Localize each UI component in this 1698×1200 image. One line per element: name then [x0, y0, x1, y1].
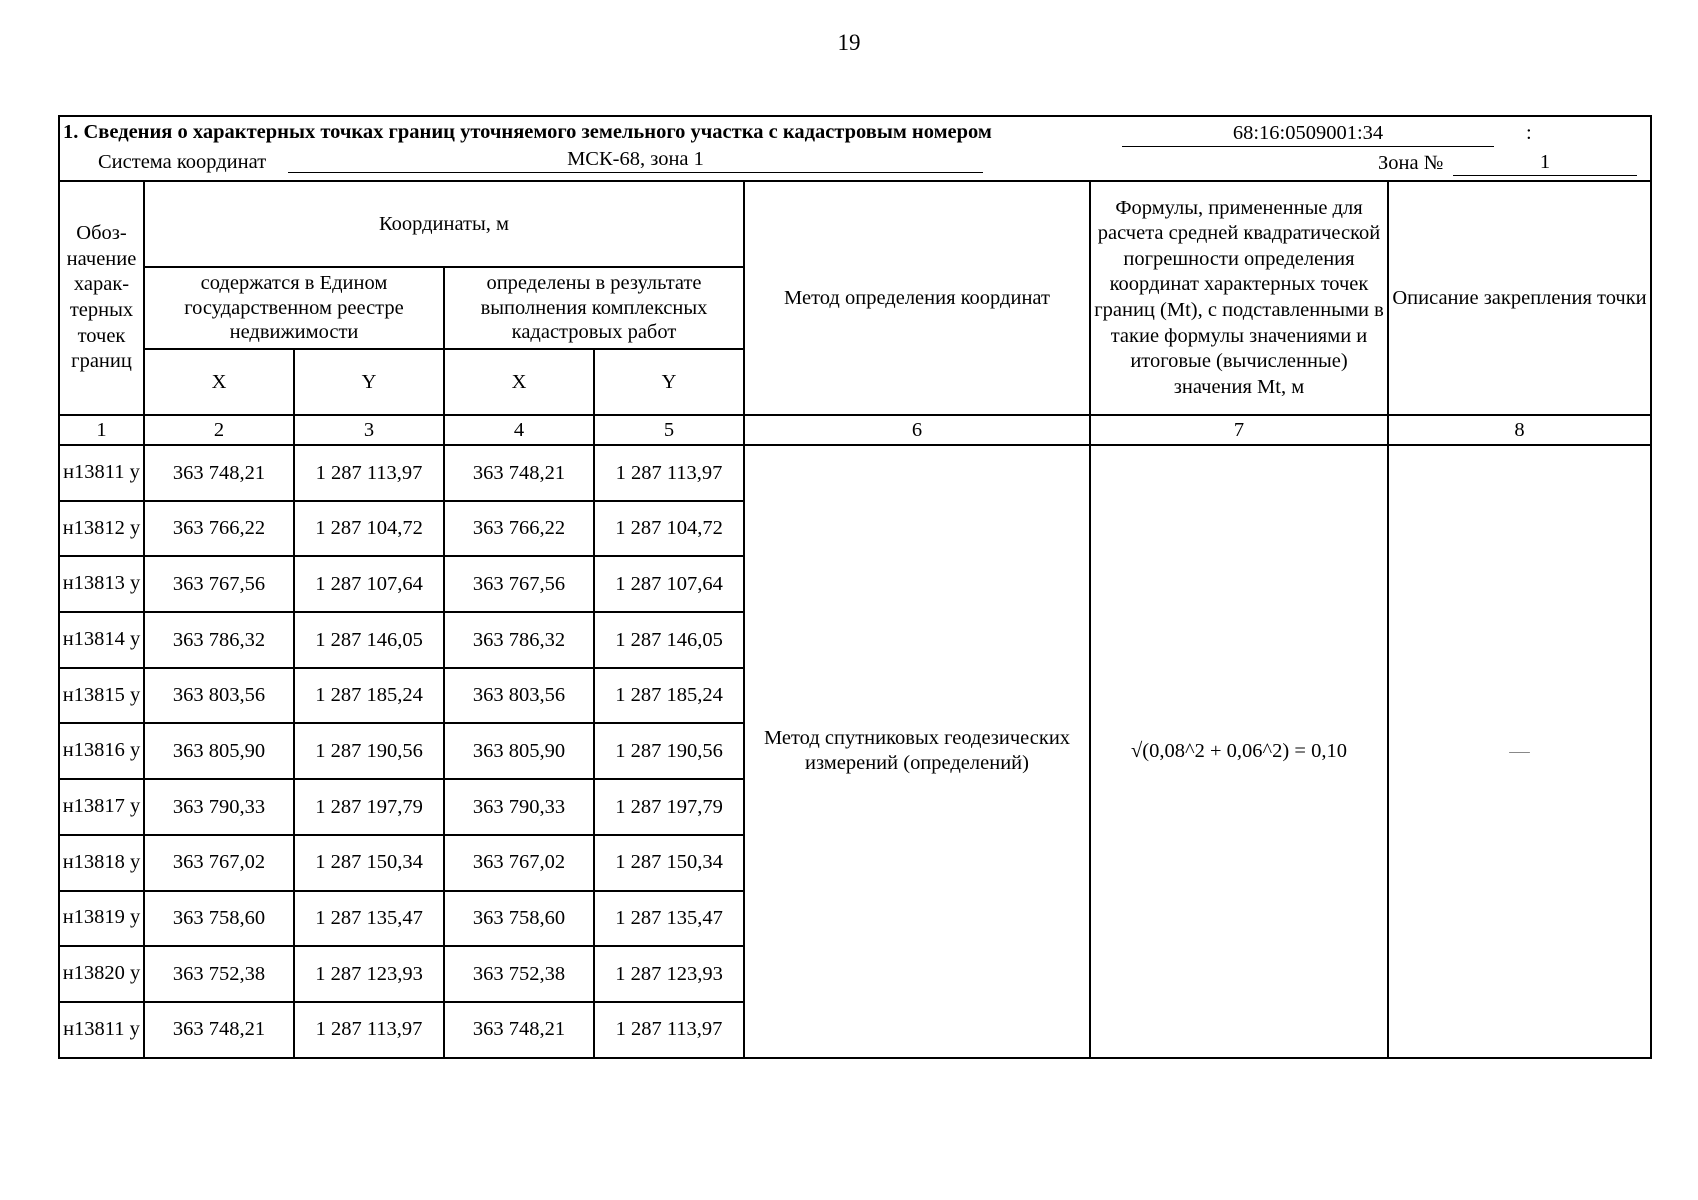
header-y-ckr: Y: [594, 349, 744, 415]
point-designation: н13817 у: [59, 779, 144, 835]
column-number: 6: [744, 415, 1090, 445]
x-egrn-value: 363 766,22: [144, 501, 294, 557]
table-row: [59, 445, 1651, 501]
y-egrn-value: 1 287 113,97: [294, 1002, 444, 1058]
point-designation: н13816 у: [59, 723, 144, 779]
point-designation: н13812 у: [59, 501, 144, 557]
x-ckr-value: 363 758,60: [444, 891, 594, 947]
header-x-ckr: X: [444, 349, 594, 415]
x-egrn-value: 363 805,90: [144, 723, 294, 779]
section-title: 1. Сведения о характерных точках границ уточняемого земельного участка с кадастровым номером: [63, 121, 992, 143]
point-designation: н13818 у: [59, 835, 144, 891]
x-egrn-value: 363 767,56: [144, 556, 294, 612]
point-designation: н13820 у: [59, 946, 144, 1002]
coordinate-system-value: МСК-68, зона 1: [288, 148, 983, 173]
x-egrn-value: 363 767,02: [144, 835, 294, 891]
y-ckr-value: 1 287 150,34: [594, 835, 744, 891]
zone-label: Зона №: [1378, 152, 1444, 174]
y-egrn-value: 1 287 104,72: [294, 501, 444, 557]
method-cell: Метод спутниковых геодезических измерений (определений): [744, 445, 1090, 1058]
header-designation: Обоз-начение харак-терных точек границ: [59, 181, 144, 415]
y-egrn-value: 1 287 113,97: [294, 445, 444, 501]
title-colon: :: [1526, 122, 1532, 144]
fixing-cell: —: [1388, 445, 1651, 1058]
column-number: 3: [294, 415, 444, 445]
header-x-egrn: X: [144, 349, 294, 415]
y-egrn-value: 1 287 135,47: [294, 891, 444, 947]
table-title-block: [59, 116, 1651, 181]
header-y-egrn: Y: [294, 349, 444, 415]
column-number: 2: [144, 415, 294, 445]
formula-cell: √(0,08^2 + 0,06^2) = 0,10: [1090, 445, 1388, 1058]
coordinate-system-label: Система координат: [98, 151, 267, 173]
x-ckr-value: 363 790,33: [444, 779, 594, 835]
column-number: 4: [444, 415, 594, 445]
x-ckr-value: 363 767,02: [444, 835, 594, 891]
x-ckr-value: 363 766,22: [444, 501, 594, 557]
column-number: 8: [1388, 415, 1651, 445]
header-method: Метод определения координат: [744, 181, 1090, 415]
point-designation: н13811 у: [59, 1002, 144, 1058]
header-coordinates: Координаты, м: [144, 181, 744, 267]
x-egrn-value: 363 803,56: [144, 668, 294, 724]
column-numbers-row: [59, 415, 1651, 445]
y-egrn-value: 1 287 190,56: [294, 723, 444, 779]
y-egrn-value: 1 287 146,05: [294, 612, 444, 668]
y-ckr-value: 1 287 113,97: [594, 1002, 744, 1058]
x-ckr-value: 363 767,56: [444, 556, 594, 612]
y-ckr-value: 1 287 113,97: [594, 445, 744, 501]
x-ckr-value: 363 748,21: [444, 445, 594, 501]
x-egrn-value: 363 748,21: [144, 1002, 294, 1058]
boundary-points-table: [58, 115, 1652, 1059]
header-egrn: содержатся в Едином государственном реестре недвижимости: [144, 267, 444, 349]
x-ckr-value: 363 748,21: [444, 1002, 594, 1058]
y-ckr-value: 1 287 107,64: [594, 556, 744, 612]
point-designation: н13811 у: [59, 445, 144, 501]
y-ckr-value: 1 287 146,05: [594, 612, 744, 668]
x-egrn-value: 363 786,32: [144, 612, 294, 668]
y-ckr-value: 1 287 197,79: [594, 779, 744, 835]
point-designation: н13815 у: [59, 668, 144, 724]
y-ckr-value: 1 287 185,24: [594, 668, 744, 724]
zone-value: 1: [1453, 151, 1637, 176]
x-egrn-value: 363 790,33: [144, 779, 294, 835]
point-designation: н13814 у: [59, 612, 144, 668]
y-egrn-value: 1 287 197,79: [294, 779, 444, 835]
header-formula: Формулы, примененные для расчета средней квадратической погрешности определения координат характерных точек границ (Mt), с подставленными в такие формулы значениями и итоговые (вычисленные) значения Mt, м: [1090, 181, 1388, 415]
x-egrn-value: 363 758,60: [144, 891, 294, 947]
y-egrn-value: 1 287 107,64: [294, 556, 444, 612]
y-ckr-value: 1 287 123,93: [594, 946, 744, 1002]
x-egrn-value: 363 752,38: [144, 946, 294, 1002]
column-number: 7: [1090, 415, 1388, 445]
point-designation: н13819 у: [59, 891, 144, 947]
page-number: 19: [837, 30, 861, 55]
y-ckr-value: 1 287 190,56: [594, 723, 744, 779]
y-ckr-value: 1 287 135,47: [594, 891, 744, 947]
x-ckr-value: 363 752,38: [444, 946, 594, 1002]
y-ckr-value: 1 287 104,72: [594, 501, 744, 557]
y-egrn-value: 1 287 150,34: [294, 835, 444, 891]
x-ckr-value: 363 786,32: [444, 612, 594, 668]
cadastral-number: 68:16:0509001:34: [1122, 122, 1494, 147]
header-ckr: определены в результате выполнения комплексных кадастровых работ: [444, 267, 744, 349]
x-egrn-value: 363 748,21: [144, 445, 294, 501]
y-egrn-value: 1 287 185,24: [294, 668, 444, 724]
header-fixing: Описание закрепления точки: [1388, 181, 1651, 415]
point-designation: н13813 у: [59, 556, 144, 612]
x-ckr-value: 363 803,56: [444, 668, 594, 724]
column-number: 5: [594, 415, 744, 445]
x-ckr-value: 363 805,90: [444, 723, 594, 779]
column-number: 1: [59, 415, 144, 445]
y-egrn-value: 1 287 123,93: [294, 946, 444, 1002]
